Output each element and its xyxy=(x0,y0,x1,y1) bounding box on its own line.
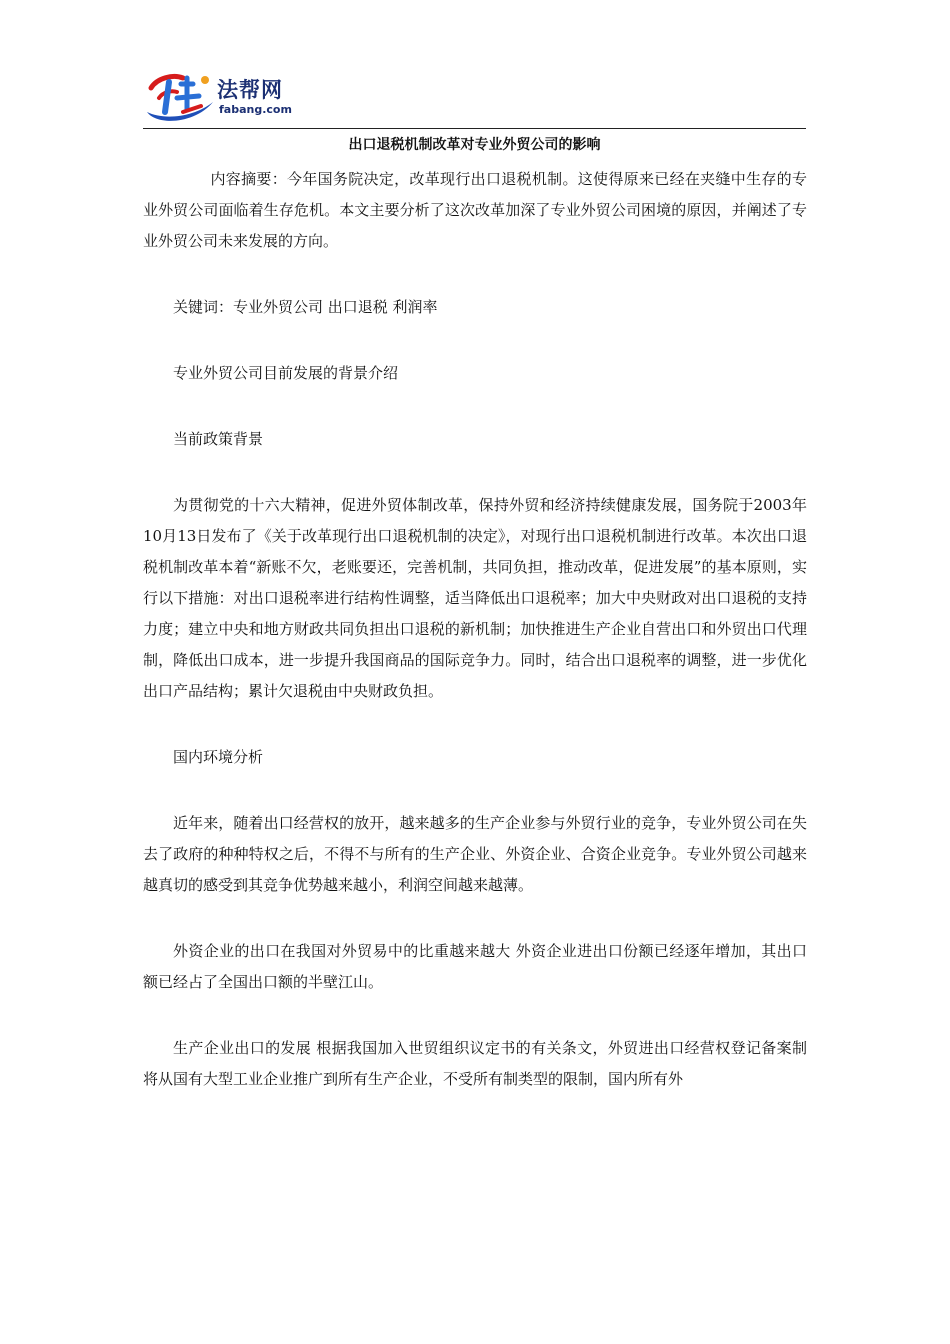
logo-name: 法帮网 xyxy=(217,78,283,102)
keywords-line: 关键词：专业外贸公司 出口退税 利润率 xyxy=(173,298,438,316)
fabang-logo[interactable] xyxy=(143,68,313,126)
fabang-logo-icon xyxy=(143,68,215,126)
subsection-heading: 当前政策背景 xyxy=(173,430,264,448)
body-paragraph: 为贯彻党的十六大精神，促进外贸体制改革，保持外贸和经济持续健康发展，国务院于2003年10月13日发布了《关于改革现行出口退税机制的决定》，对现行出口退税机制进行改革。本次出口退税机制改革本着“新账不欠，老账要还，完善机制，共同负担，推动改革，促进发展”的基本原则，实行以下措施：对出口退税率进行结构性调整，适当降低出口退税率；加大中央财政对出口退税的支持力度；建立中央和地方财政共同负担出口退税的新机制；加快推进生产企业自营出口和外贸出口代理制，降低出口成本，进一步提升我国商品的国际竞争力。同时，结合出口退税率的调整，进一步优化出口产品结构；累计欠退税由中央财政负担。 xyxy=(143,496,807,700)
body-paragraph: 近年来，随着出口经营权的放开，越来越多的生产企业参与外贸行业的竞争，专业外贸公司在失去了政府的种种特权之后，不得不与所有的生产企业、外资企业、合资企业竞争。专业外贸公司越来越真切的感受到其竞争优势越来越小，利润空间越来越薄。 xyxy=(143,814,807,894)
document-body xyxy=(143,164,807,1095)
abstract-paragraph: 内容摘要：今年国务院决定，改革现行出口退税机制。这使得原来已经在夹缝中生存的专业外贸公司面临着生存危机。本文主要分析了这次改革加深了专业外贸公司困境的原因，并阐述了专业外贸公司未来发展的方向。 xyxy=(143,170,807,250)
section-heading: 专业外贸公司目前发展的背景介绍 xyxy=(173,364,399,382)
logo-url: fabang.com xyxy=(219,103,292,116)
header-divider xyxy=(143,128,806,129)
document-title: 出口退税机制改革对专业外贸公司的影响 xyxy=(348,137,601,153)
body-paragraph: 生产企业出口的发展 根据我国加入世贸组织议定书的有关条文，外贸进出口经营权登记备案制将从国有大型工业企业推广到所有生产企业，不受所有制类型的限制，国内所有外 xyxy=(143,1039,807,1088)
body-paragraph: 外资企业的出口在我国对外贸易中的比重越来越大 外资企业进出口份额已经逐年增加，其出口额已经占了全国出口额的半壁江山。 xyxy=(143,942,807,991)
subsection-heading: 国内环境分析 xyxy=(173,748,264,766)
